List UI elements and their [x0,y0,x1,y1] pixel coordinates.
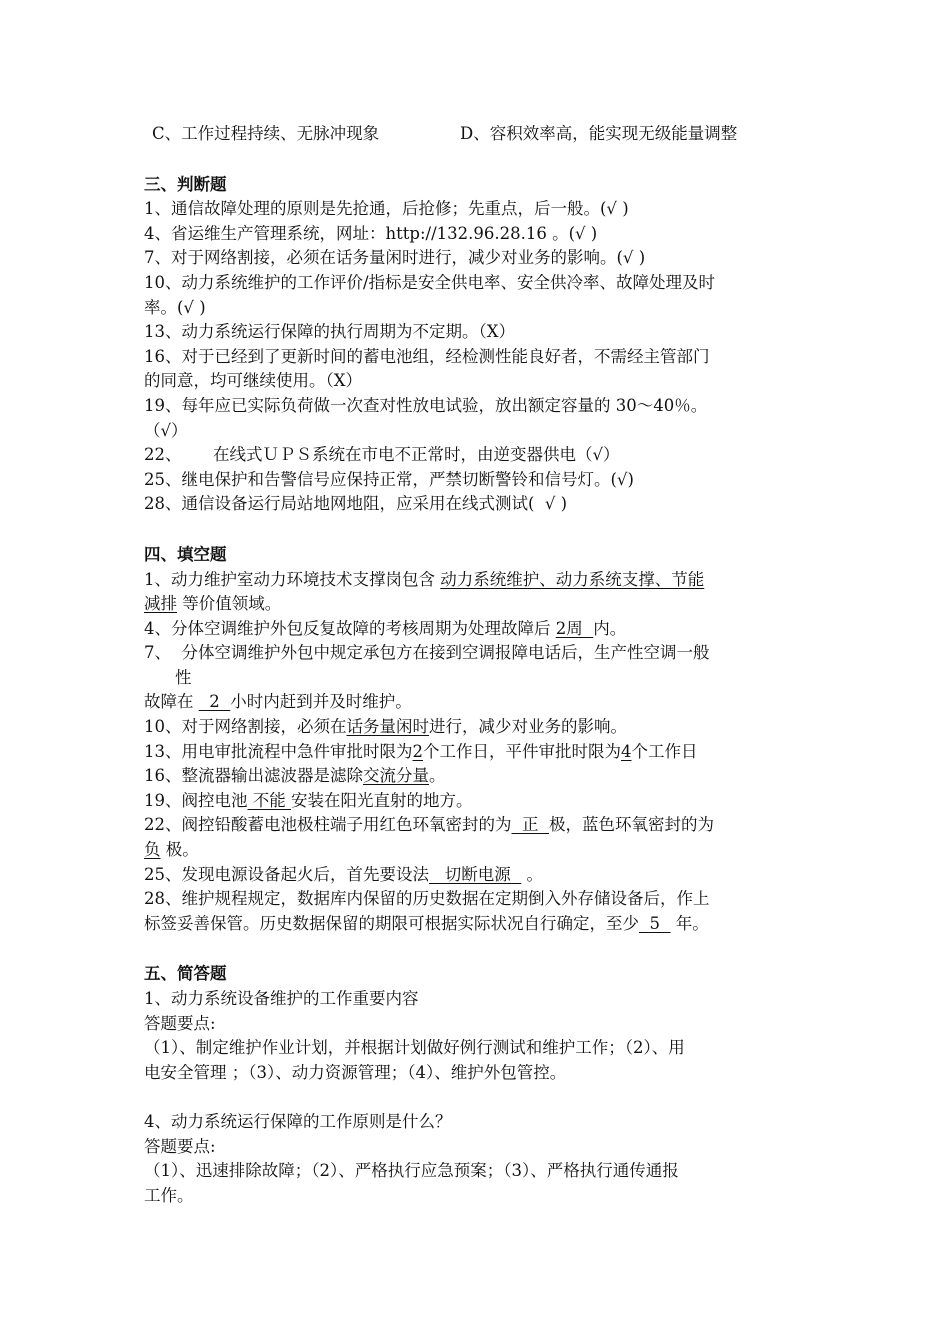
short-question-1: 1、动力系统设备维护的工作重要内容 [144,989,419,1008]
spacer [144,1085,816,1110]
fill-text: 19、阀控电池 [144,790,248,810]
fill-text: 。 [521,864,543,884]
fill-text: 极，蓝色环氧密封的为 [548,815,714,835]
fill-answer: 减排 [144,594,177,614]
fill-text: 年。 [670,913,709,933]
fill-answer: 4 [621,741,632,761]
section-5-title: 五、简答题 [144,964,227,984]
fill-item-28: 28、维护规程规定，数据库内保留的历史数据在定期倒入外存储设备后，作上 [144,889,710,909]
fill-text: 22、阀控铅酸蓄电池极柱端子用红色环氧密封的为 [144,815,512,835]
option-c: C、工作过程持续、无脉冲现象 [152,124,380,143]
judge-item: 28、通信设备运行局站地网地阻，应采用在线式测试( √ ) [144,494,568,514]
fill-item-1 [144,568,816,593]
judge-item: （√） [144,420,188,440]
fill-answer: 负 [144,840,161,860]
judge-item: 22、 在线式ＵＰＳ系统在市电不正常时，由逆变器供电（√） [144,445,620,465]
answer-label: 答题要点: [144,1136,216,1156]
fill-text: 16、整流器输出滤波器是滤除 [144,766,363,786]
judge-item: 25、继电保护和告警信号应保持正常，严禁切断警铃和信号灯。(√) [144,469,634,489]
judge-item: 的同意，均可继续使用。（X） [144,371,362,391]
fill-answer: 5 [639,913,671,933]
answer-label: 答题要点: [144,1013,216,1033]
document-page [144,122,816,1208]
fill-item-28-cont [144,912,816,937]
fill-item-25 [144,863,816,888]
fill-item-7-cont2 [144,690,816,715]
fill-item-4 [144,617,816,642]
answer-text: 工作。 [144,1185,194,1205]
fill-item-13 [144,740,816,765]
fill-text: 1、动力维护室动力环境技术支撑岗包含 [144,569,441,589]
fill-text: 10、对于网络割接，必须在 [144,717,347,737]
fill-text: 内。 [593,618,627,638]
fill-answer: 话务量闲时 [346,717,429,737]
fill-answer: 不能 [247,790,291,810]
fill-text: 个工作日 [631,741,698,761]
fill-text: 4、分体空调维护外包反复故障的考核周期为处理故障后 [144,618,556,638]
fill-answer: 交流分量 [363,766,429,786]
fill-item-10 [144,715,816,740]
section-3-title: 三、判断题 [144,174,227,194]
judge-item: 13、动力系统运行保障的执行周期为不定期。（X） [144,322,515,342]
fill-text: 13、用电审批流程中急件审批时限为 [144,741,413,761]
fill-answer: 2 [412,741,423,761]
fill-item-22 [144,813,816,838]
judge-item: 19、每年应已实际负荷做一次查对性放电试验，放出额定容量的 30～40％。 [144,395,708,415]
answer-text: （1）、迅速排除故障；（2）、严格执行应急预案；（3）、严格执行通传通报 [144,1161,679,1181]
section-4-title: 四、填空题 [144,544,227,564]
judge-item: 7、对于网络割接，必须在话务量闲时进行，减少对业务的影响。(√ ) [144,248,646,268]
fill-item-7-cont: 性 [175,667,192,687]
short-question-4: 4、动力系统运行保障的工作原则是什么？ [144,1111,452,1131]
fill-item-22-cont [144,838,816,863]
section-3-items [144,197,816,517]
fill-text: 。 [429,766,446,786]
judge-item: 10、动力系统维护的工作评价/指标是安全供电率、安全供冷率、故障处理及时 [144,272,716,292]
fill-text: 小时内赶到并及时维护。 [230,692,412,712]
fill-text: 25、发现电源设备起火后，首先要设法 [144,864,429,884]
judge-item: 率。(√ ) [144,297,206,317]
fill-answer: 动力系统维护、动力系统支撑、节能 [440,569,705,589]
fill-text: 个工作日，平件审批时限为 [423,741,621,761]
fill-text: 极。 [160,840,199,860]
fill-text: 故障在 [144,692,199,712]
fill-answer: 2 [198,692,231,712]
fill-answer: 2周 [555,618,594,638]
fill-item-16 [144,764,816,789]
fill-text: 安装在阳光直射的地方。 [291,790,473,810]
judge-item: 16、对于已经到了更新时间的蓄电池组，经检测性能良好者，不需经主管部门 [144,346,710,366]
answer-text: （1）、制定维护作业计划，并根据计划做好例行测试和维护工作；（2）、用 [144,1038,685,1058]
judge-item: 1、通信故障处理的原则是先抢通，后抢修；先重点，后一般。(√ ) [144,199,629,219]
fill-item-7: 7、 分体空调维护外包中规定承包方在接到空调报障电话后，生产性空调一般 [144,643,710,663]
judge-item: 4、省运维生产管理系统，网址：http://132.96.28.16 。(√ ) [144,223,598,243]
fill-item-1-cont [144,592,816,617]
fill-answer: 正 [511,815,549,835]
fill-text: 等价值领域。 [177,594,282,614]
options-line [144,122,816,147]
fill-text: 标签妥善保管。历史数据保留的期限可根据实际状况自行确定，至少 [144,913,639,933]
option-d: D、容积效率高，能实现无级能量调整 [460,124,738,143]
answer-text: 电安全管理 ；（3）、动力资源管理；（4）、维护外包管控。 [144,1062,567,1082]
fill-item-19 [144,789,816,814]
fill-text: 进行，减少对业务的影响。 [429,717,627,737]
fill-answer: 切断电源 [429,864,522,884]
